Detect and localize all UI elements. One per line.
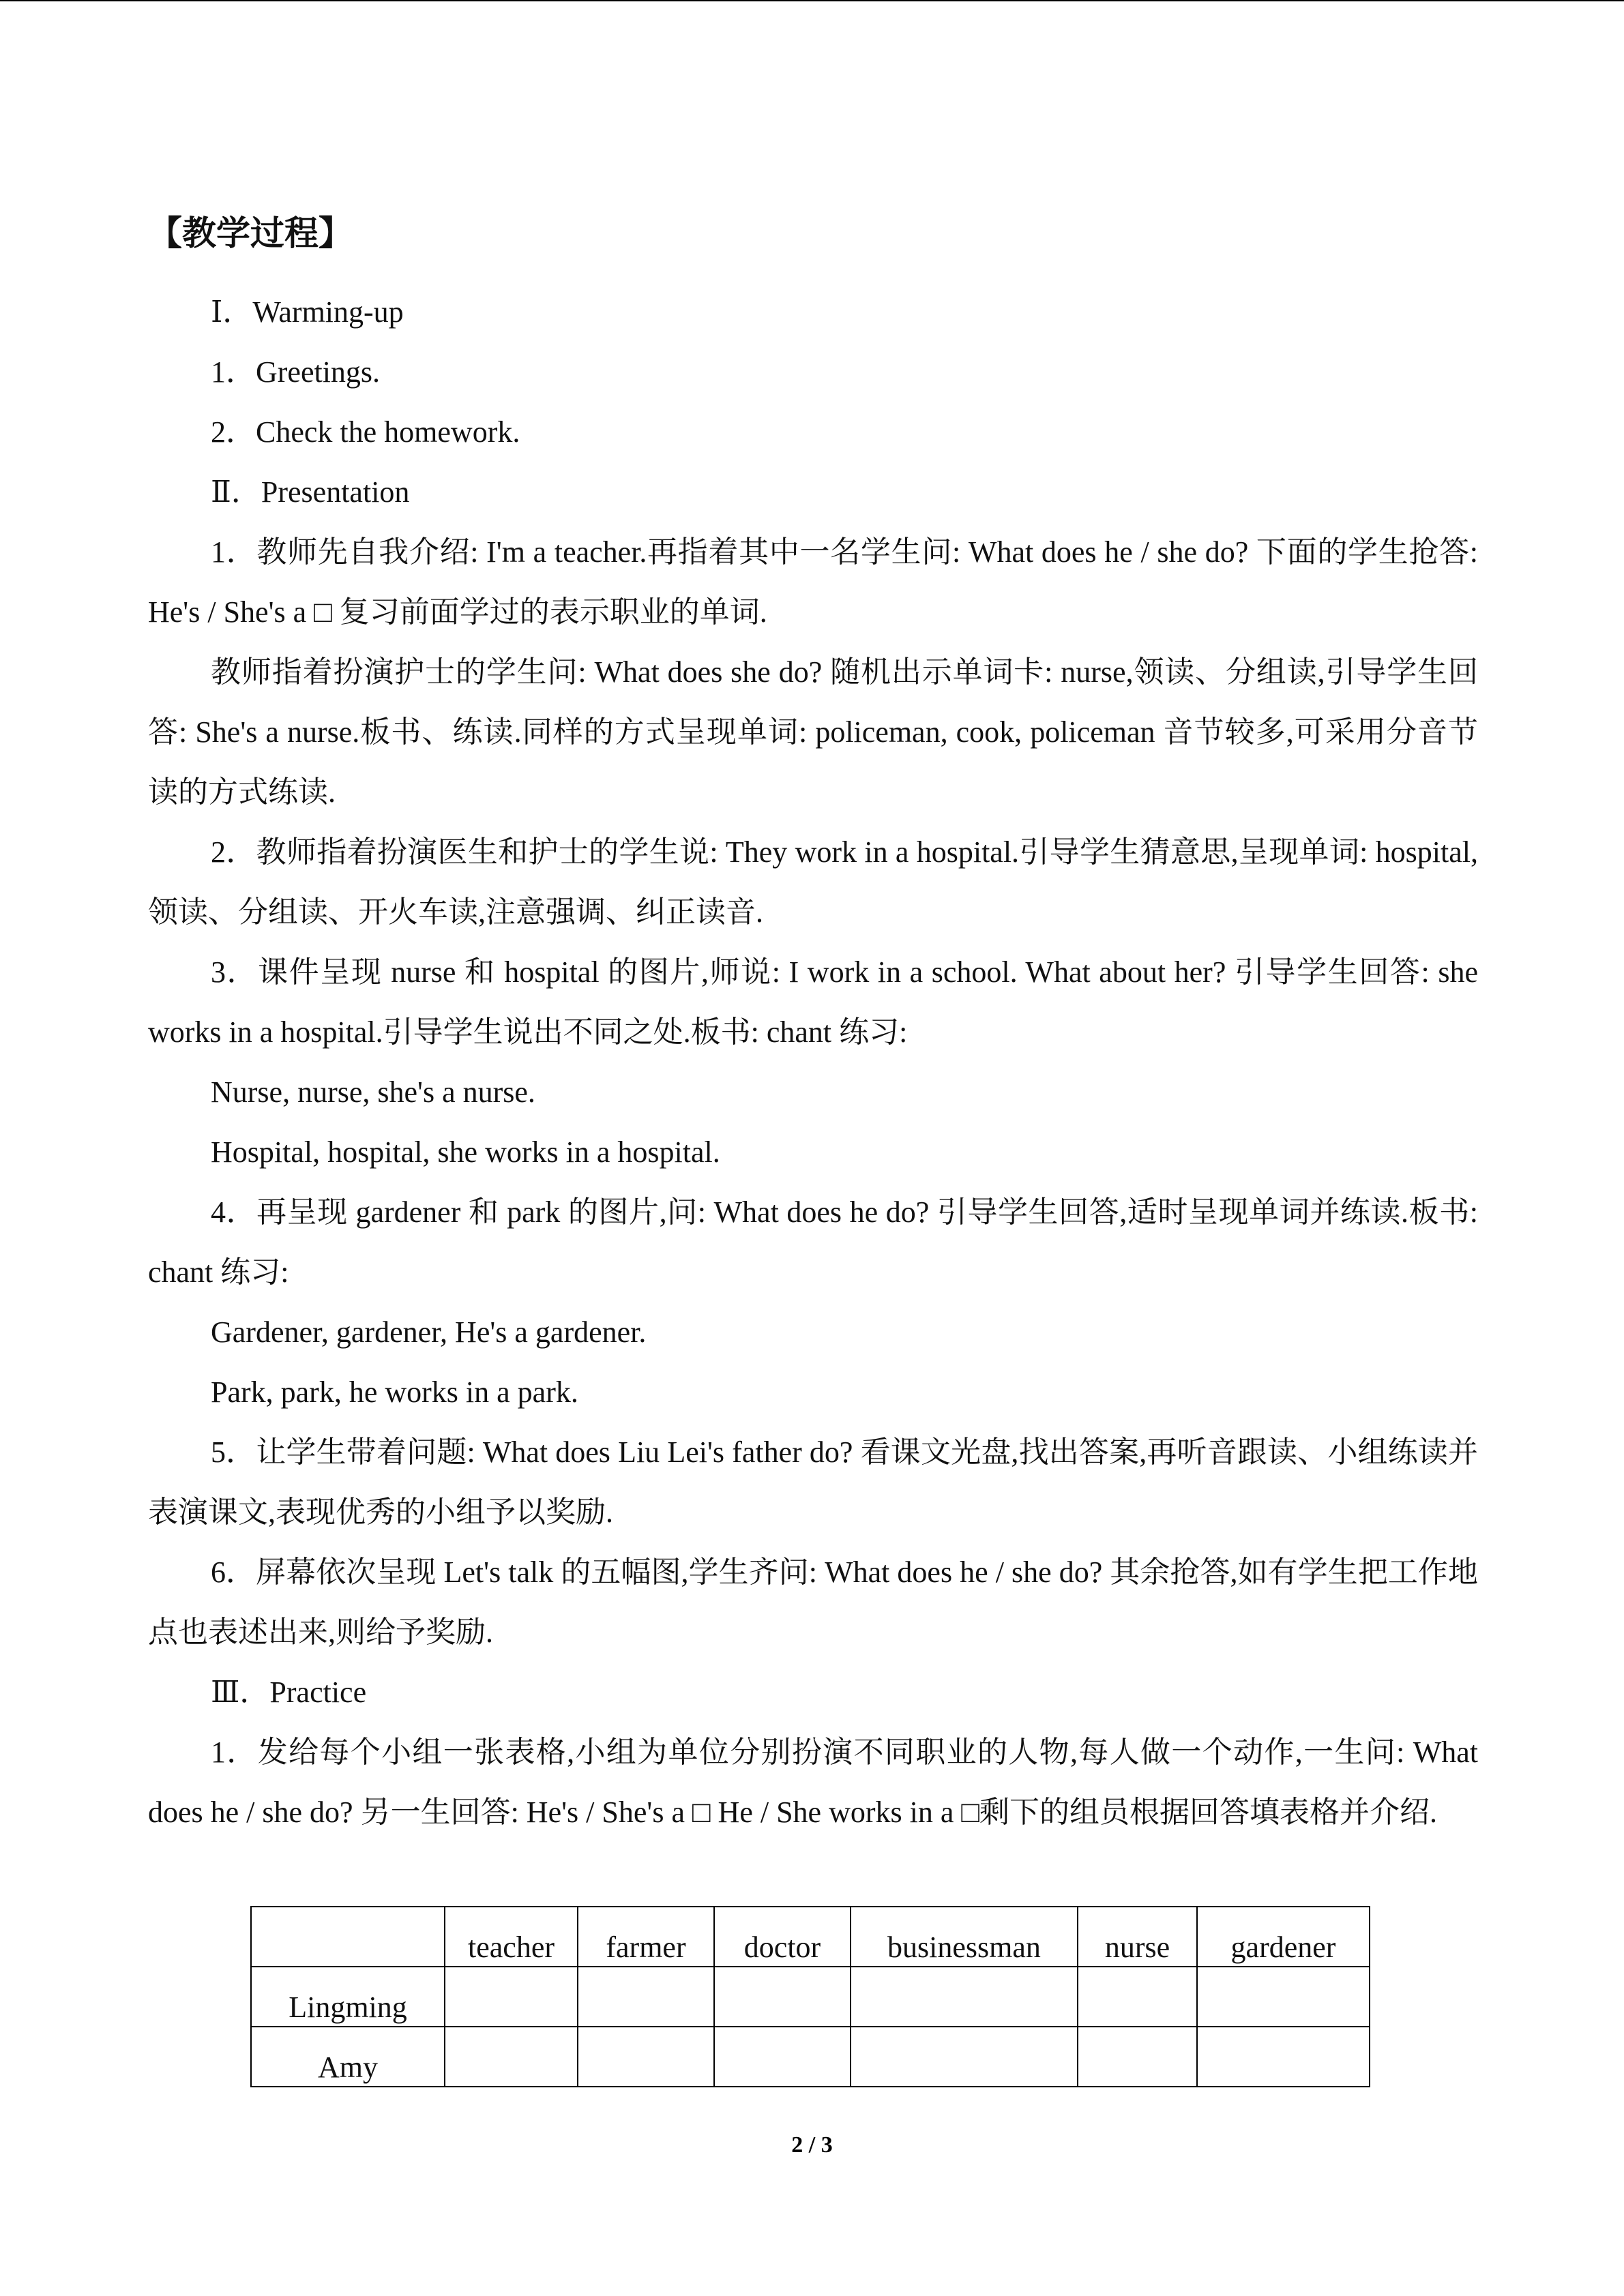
table-row-label: Amy xyxy=(251,2027,445,2087)
occupation-table xyxy=(250,1906,1370,2087)
presentation-step-6: 6．屏幕依次呈现 Let's talk 的五幅图,学生齐问: What does he / she do? 其余抢答,如有学生把工作地点也表述出来,则给予奖励. xyxy=(148,1555,1478,1649)
table-cell xyxy=(1197,1967,1370,2027)
table-cell xyxy=(578,1967,714,2027)
table-cell xyxy=(578,2027,714,2087)
table-header-cell: doctor xyxy=(714,1907,851,1967)
presentation-step-2: 2．教师指着扮演医生和护士的学生说: They work in a hospital.引导学生猜意思,呈现单词: hospital,领读、分组读、开火车读,注意强调、纠正读音. xyxy=(148,835,1478,929)
step-check-homework: 2．Check the homework. xyxy=(211,415,520,449)
section-title-presentation: Ⅱ．Presentation xyxy=(211,475,410,509)
table-header-row xyxy=(251,1907,1370,1967)
table-cell xyxy=(714,1967,851,2027)
table-header-cell xyxy=(251,1907,445,1967)
page-number: 2 / 3 xyxy=(791,2132,833,2158)
section-title-warmup: Ⅰ．Warming-up xyxy=(211,295,404,329)
table-row xyxy=(251,1967,1370,2027)
presentation-step-3: 3．课件呈现 nurse 和 hospital 的图片,师说: I work in a school. What about her? 引导学生回答: she works in a hospital.引导学生说出不同之处.板书: chant 练习: xyxy=(148,955,1478,1049)
table-cell xyxy=(445,1967,578,2027)
table-cell xyxy=(445,2027,578,2087)
table-cell xyxy=(1078,2027,1197,2087)
chant-line-nurse: Nurse, nurse, she's a nurse. xyxy=(211,1075,535,1109)
document-body xyxy=(148,206,1478,1843)
table-cell xyxy=(851,1967,1078,2027)
table-header-cell: farmer xyxy=(578,1907,714,1967)
table-cell xyxy=(714,2027,851,2087)
chant-line-gardener: Gardener, gardener, He's a gardener. xyxy=(211,1315,647,1349)
chant-line-hospital: Hospital, hospital, she works in a hospital. xyxy=(211,1135,720,1169)
section-title-practice: Ⅲ．Practice xyxy=(211,1675,367,1709)
table-row-label: Lingming xyxy=(251,1967,445,2027)
presentation-step-1-continued: 教师指着扮演护士的学生问: What does she do? 随机出示单词卡: nurse,领读、分组读,引导学生回答: She's a nurse.板书、练读.同样的方式呈现单词: policeman, cook, policeman 音节较多,可采用分音节读的方式练读. xyxy=(148,655,1478,809)
step-greetings: 1．Greetings. xyxy=(211,355,381,389)
chant-line-park: Park, park, he works in a park. xyxy=(211,1375,578,1409)
table-header-cell: nurse xyxy=(1078,1907,1197,1967)
table-header-cell: teacher xyxy=(445,1907,578,1967)
table-cell xyxy=(851,2027,1078,2087)
presentation-step-5: 5．让学生带着问题: What does Liu Lei's father do? 看课文光盘,找出答案,再听音跟读、小组练读并表演课文,表现优秀的小组予以奖励. xyxy=(148,1435,1478,1529)
presentation-step-4: 4．再呈现 gardener 和 park 的图片,问: What does he do? 引导学生回答,适时呈现单词并练读.板书: chant 练习: xyxy=(148,1195,1478,1289)
table-cell xyxy=(1197,2027,1370,2087)
table-header-cell: gardener xyxy=(1197,1907,1370,1967)
table-header-cell: businessman xyxy=(851,1907,1078,1967)
practice-step-1: 1．发给每个小组一张表格,小组为单位分别扮演不同职业的人物,每人做一个动作,一生问: What does he / she do? 另一生回答: He's / She's a □ He / She works in a □剩下的组员根据回答填表格并介绍. xyxy=(148,1735,1478,1829)
table-row xyxy=(251,2027,1370,2087)
table-cell xyxy=(1078,1967,1197,2027)
section-heading: 【教学过程】 xyxy=(148,213,353,253)
presentation-step-1: 1．教师先自我介绍: I'm a teacher.再指着其中一名学生问: What does he / she do? 下面的学生抢答: He's / She's a □ 复习前面学过的表示职业的单词. xyxy=(148,535,1478,629)
